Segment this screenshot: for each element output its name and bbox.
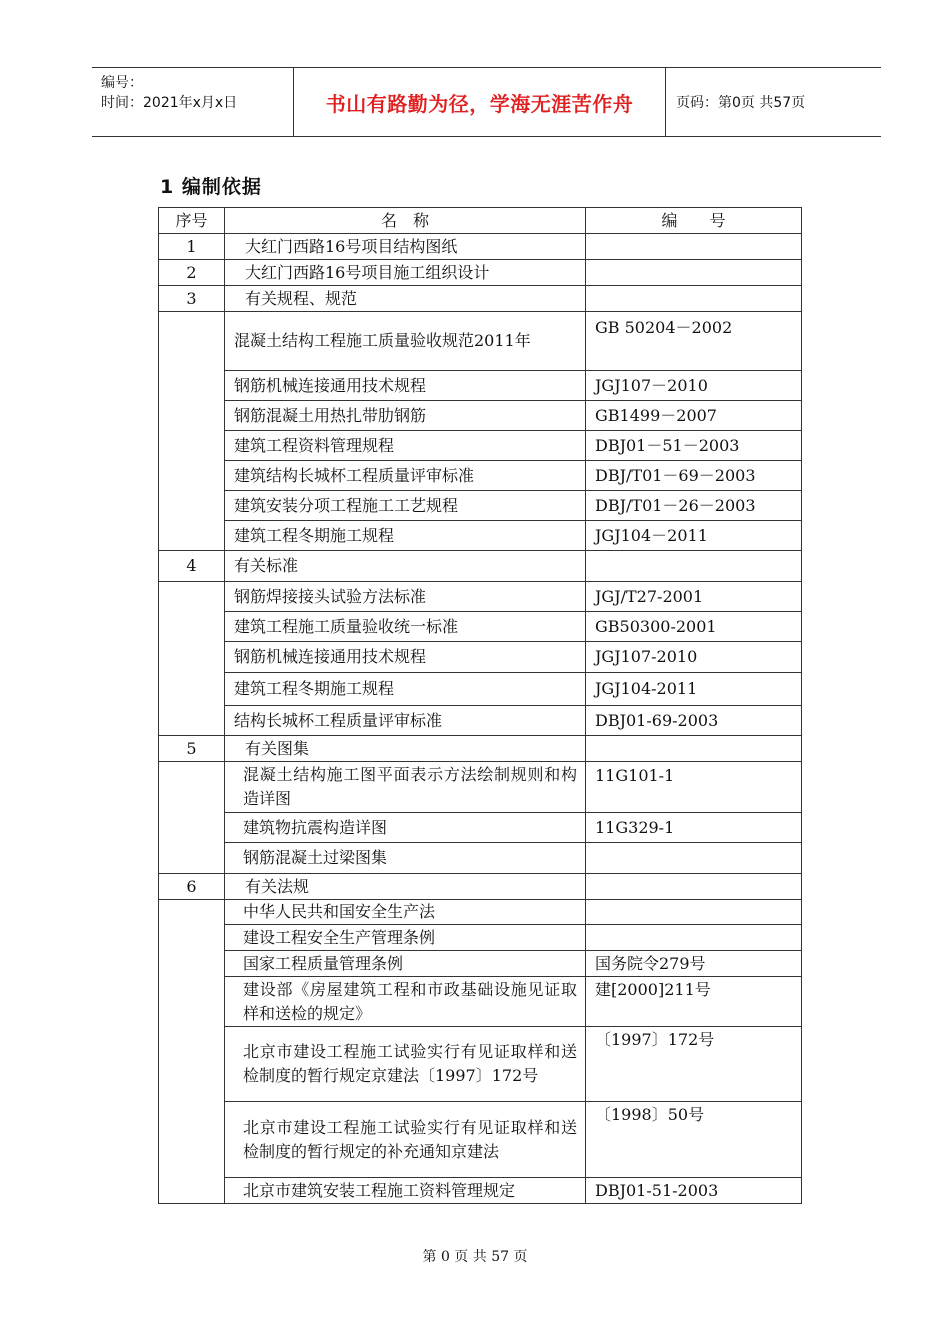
item-name: 钢筋焊接接头试验方法标准 bbox=[225, 582, 586, 612]
item-name: 钢筋机械连接通用技术规程 bbox=[225, 642, 586, 673]
table-row bbox=[159, 673, 802, 706]
item-code: DBJ01－51－2003 bbox=[586, 431, 802, 461]
table-row bbox=[159, 521, 802, 551]
col-header-seq: 序号 bbox=[159, 208, 225, 234]
item-name: 北京市建筑安装工程施工资料管理规定 bbox=[225, 1178, 586, 1204]
item-name: 混凝土结构工程施工质量验收规范2011年 bbox=[225, 312, 586, 371]
group-spacer-cell bbox=[159, 312, 225, 551]
item-code: GB 50204－2002 bbox=[586, 312, 802, 371]
item-code: JGJ104-2011 bbox=[586, 673, 802, 706]
item-name: 建筑工程施工质量验收统一标准 bbox=[225, 612, 586, 642]
table-row bbox=[159, 582, 802, 612]
header-page-info: 页码：第0页 共57页 bbox=[676, 95, 806, 111]
item-code: DBJ01-51-2003 bbox=[586, 1178, 802, 1204]
row-code bbox=[586, 260, 802, 286]
table-row bbox=[159, 951, 802, 977]
table-row bbox=[159, 642, 802, 673]
item-code: 11G101-1 bbox=[586, 762, 802, 813]
group-code-empty bbox=[586, 286, 802, 312]
group-seq: 5 bbox=[159, 736, 225, 762]
group-row bbox=[159, 551, 802, 582]
page-header bbox=[92, 67, 881, 137]
table-row bbox=[159, 312, 802, 371]
table-row bbox=[159, 461, 802, 491]
group-spacer-cell bbox=[159, 762, 225, 874]
table-row bbox=[159, 843, 802, 874]
table-row bbox=[159, 491, 802, 521]
item-code bbox=[586, 925, 802, 951]
table-row bbox=[159, 925, 802, 951]
item-name: 结构长城杯工程质量评审标准 bbox=[225, 706, 586, 736]
item-code bbox=[586, 843, 802, 874]
group-code-empty bbox=[586, 736, 802, 762]
table-row bbox=[159, 234, 802, 260]
time-label: 时间：2021年x月x日 bbox=[101, 95, 238, 111]
item-name: 建设部《房屋建筑工程和市政基础设施见证取样和送检的规定》 bbox=[225, 977, 586, 1027]
group-name: 有关图集 bbox=[225, 736, 586, 762]
group-row bbox=[159, 874, 802, 900]
table-row bbox=[159, 260, 802, 286]
group-spacer-cell bbox=[159, 900, 225, 1204]
item-code: 建[2000]211号 bbox=[586, 977, 802, 1027]
group-seq: 4 bbox=[159, 551, 225, 582]
table-header-row bbox=[159, 208, 802, 234]
item-name: 建筑工程冬期施工规程 bbox=[225, 673, 586, 706]
item-code: 国务院令279号 bbox=[586, 951, 802, 977]
item-code: JGJ107-2010 bbox=[586, 642, 802, 673]
item-name: 钢筋混凝土过梁图集 bbox=[225, 843, 586, 874]
table-row bbox=[159, 612, 802, 642]
row-name: 大红门西路16号项目结构图纸 bbox=[225, 234, 586, 260]
header-motto: 书山有路勤为径，学海无涯苦作舟 bbox=[294, 68, 666, 136]
group-code-empty bbox=[586, 551, 802, 582]
item-name: 建筑安装分项工程施工工艺规程 bbox=[225, 491, 586, 521]
item-name: 建筑结构长城杯工程质量评审标准 bbox=[225, 461, 586, 491]
item-code: DBJ/T01－69－2003 bbox=[586, 461, 802, 491]
group-code-empty bbox=[586, 874, 802, 900]
table-row bbox=[159, 706, 802, 736]
table-row bbox=[159, 371, 802, 401]
table-row bbox=[159, 900, 802, 925]
group-row bbox=[159, 286, 802, 312]
col-header-name: 名 称 bbox=[225, 208, 586, 234]
item-name: 建筑工程资料管理规程 bbox=[225, 431, 586, 461]
group-name: 有关规程、规范 bbox=[225, 286, 586, 312]
item-name: 北京市建设工程施工试验实行有见证取样和送检制度的暂行规定的补充通知京建法 bbox=[225, 1102, 586, 1178]
item-code: JGJ107－2010 bbox=[586, 371, 802, 401]
item-code: DBJ01-69-2003 bbox=[586, 706, 802, 736]
group-spacer-cell bbox=[159, 582, 225, 736]
item-name: 中华人民共和国安全生产法 bbox=[225, 900, 586, 925]
group-name: 有关标准 bbox=[225, 551, 586, 582]
basis-table bbox=[158, 207, 802, 1204]
item-name: 建筑物抗震构造详图 bbox=[225, 813, 586, 843]
row-seq: 2 bbox=[159, 260, 225, 286]
item-code: 11G329-1 bbox=[586, 813, 802, 843]
item-name: 钢筋机械连接通用技术规程 bbox=[225, 371, 586, 401]
table-row bbox=[159, 1102, 802, 1178]
page-footer: 第 0 页 共 57 页 bbox=[422, 1249, 528, 1265]
group-row bbox=[159, 736, 802, 762]
item-name: 钢筋混凝土用热扎带肋钢筋 bbox=[225, 401, 586, 431]
item-code: JGJ104－2011 bbox=[586, 521, 802, 551]
row-name: 大红门西路16号项目施工组织设计 bbox=[225, 260, 586, 286]
item-code bbox=[586, 900, 802, 925]
table-row bbox=[159, 977, 802, 1027]
group-name: 有关法规 bbox=[225, 874, 586, 900]
col-header-code: 编 号 bbox=[586, 208, 802, 234]
item-name: 建设工程安全生产管理条例 bbox=[225, 925, 586, 951]
item-name: 混凝土结构施工图平面表示方法绘制规则和构造详图 bbox=[225, 762, 586, 813]
item-code: JGJ/T27-2001 bbox=[586, 582, 802, 612]
table-row bbox=[159, 762, 802, 813]
group-seq: 6 bbox=[159, 874, 225, 900]
item-name: 国家工程质量管理条例 bbox=[225, 951, 586, 977]
item-name: 北京市建设工程施工试验实行有见证取样和送检制度的暂行规定京建法〔1997〕172号 bbox=[225, 1027, 586, 1102]
group-seq: 3 bbox=[159, 286, 225, 312]
table-row bbox=[159, 1178, 802, 1204]
item-code: DBJ/T01－26－2003 bbox=[586, 491, 802, 521]
item-code: GB50300-2001 bbox=[586, 612, 802, 642]
row-code bbox=[586, 234, 802, 260]
item-name: 建筑工程冬期施工规程 bbox=[225, 521, 586, 551]
table-row bbox=[159, 401, 802, 431]
table-row bbox=[159, 813, 802, 843]
section-title: 1 编制依据 bbox=[160, 176, 262, 198]
item-code: 〔1998〕50号 bbox=[586, 1102, 802, 1178]
number-label: 编号： bbox=[101, 75, 143, 91]
header-meta bbox=[92, 68, 294, 136]
table-row bbox=[159, 431, 802, 461]
item-code: 〔1997〕172号 bbox=[586, 1027, 802, 1102]
item-code: GB1499－2007 bbox=[586, 401, 802, 431]
table-row bbox=[159, 1027, 802, 1102]
row-seq: 1 bbox=[159, 234, 225, 260]
